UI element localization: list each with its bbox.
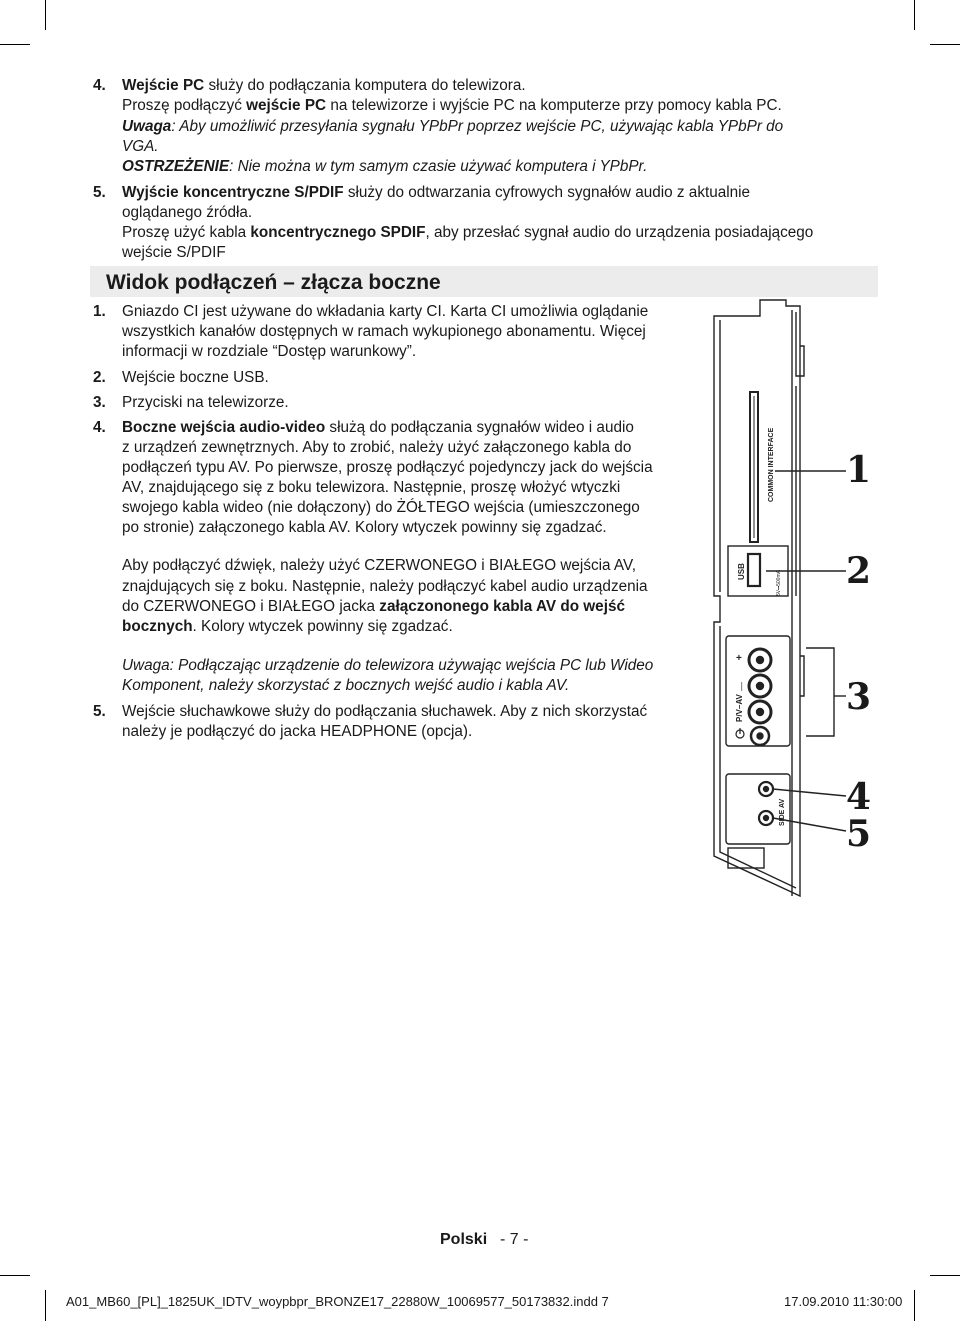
audio-para-line-2: znajdujących się z boku. Następnie, należy podłączyć kabel audio urządzenia bbox=[122, 578, 648, 595]
item-4-line-5: swojego kabla wideo (nie dołączony) do ŻÓŁTEGO wejścia (umieszczonego bbox=[122, 499, 640, 516]
plus-label: + bbox=[736, 653, 742, 664]
pc-line-2 bbox=[122, 96, 782, 116]
audio-para-line-4 bbox=[122, 617, 453, 637]
page-number: - 7 - bbox=[500, 1231, 529, 1248]
spdif-line-3-a: Proszę użyć kabla bbox=[122, 224, 251, 241]
pc-line-1 bbox=[122, 76, 526, 96]
item-1-line-3: informacji w rozdziale “Dostęp warunkowy”. bbox=[122, 343, 417, 360]
av-jack-hole bbox=[757, 683, 764, 690]
crop-mark bbox=[45, 0, 46, 30]
note-line-1: Uwaga: Podłączając urządzenie do telewizora używając wejścia PC lub Wideo bbox=[122, 657, 654, 674]
item-1-line-1: Gniazdo CI jest używane do wkładania karty CI. Karta CI umożliwia oglądanie bbox=[122, 303, 649, 320]
callout-bracket bbox=[806, 648, 834, 736]
pc-line-3 bbox=[122, 117, 783, 137]
callout-number: 2 bbox=[846, 550, 872, 592]
side-connectors-diagram bbox=[700, 296, 940, 926]
warning-term: OSTRZEŻENIE bbox=[122, 158, 230, 175]
item-5-line-1: Wejście słuchawkowe służy do podłączania słuchawek. Aby z nich skorzystać bbox=[122, 703, 648, 720]
minus-label: — bbox=[736, 682, 746, 691]
callout-line-4 bbox=[773, 789, 846, 796]
footer-language: Polski bbox=[440, 1231, 488, 1248]
pc-input-term: wejście PC bbox=[246, 97, 327, 114]
av-label: P/V–AV bbox=[735, 694, 744, 722]
item-number: 2. bbox=[93, 369, 106, 386]
tv-side-edge bbox=[792, 310, 800, 896]
item-1-line-2: wszystkich kanałów dostępnych w ramach wykupionego abonamentu. Więcej bbox=[122, 323, 646, 340]
spdif-line-4: wejście S/PDIF bbox=[122, 244, 226, 261]
callout-number: 4 bbox=[846, 776, 872, 818]
item-4-line-6: po stronie) załączonego kabla AV. Kolory wtyczek powinny się zgadzać. bbox=[122, 519, 607, 536]
callout-number: 1 bbox=[846, 449, 872, 491]
crop-mark bbox=[45, 1290, 46, 1321]
usb-label: USB bbox=[737, 563, 746, 580]
spdif-cable-term: koncentrycznego SPDIF bbox=[250, 224, 426, 241]
av-cable-term: załączononego kabla AV do wejść bbox=[379, 598, 625, 615]
item-3-text: Przyciski na telewizorze. bbox=[122, 394, 289, 411]
crop-mark bbox=[0, 1275, 30, 1276]
item-4-line-1-text: służą do podłączania sygnałów wideo i audio bbox=[325, 419, 634, 436]
tv-side-outline bbox=[714, 300, 800, 896]
item-number: 1. bbox=[93, 303, 106, 320]
print-slug-datetime: 17.09.2010 11:30:00 bbox=[784, 1294, 903, 1309]
pc-input-term: Wejście PC bbox=[122, 77, 205, 94]
note-term: Uwaga bbox=[122, 118, 172, 135]
crop-mark bbox=[0, 44, 30, 45]
item-2-text: Wejście boczne USB. bbox=[122, 369, 269, 386]
note-line-2: Komponent, należy skorzystać z bocznych wejść audio i kabla AV. bbox=[122, 677, 570, 694]
side-av-label: SIDE AV bbox=[779, 798, 786, 826]
av-input-term: Boczne wejścia audio-video bbox=[122, 419, 326, 436]
item-number: 3. bbox=[93, 394, 106, 411]
av-jack-hole bbox=[757, 657, 764, 664]
spdif-line-2: oglądanego źródła. bbox=[122, 204, 253, 221]
crop-mark bbox=[930, 1275, 960, 1276]
pc-line-3-text: : Aby umożliwić przesyłania sygnału YPbPr poprzez wejście PC, używając kabla YPbPr do bbox=[171, 118, 784, 135]
item-number: 4. bbox=[93, 419, 106, 436]
usb-port bbox=[748, 554, 760, 586]
print-slug-file: A01_MB60_[PL]_1825UK_IDTV_woypbpr_BRONZE17_22880W_10069577_50173832.indd 7 bbox=[66, 1294, 609, 1309]
audio-para-line-1: Aby podłączyć dźwięk, należy użyć CZERWONEGO i BIAŁEGO wejścia AV, bbox=[122, 557, 637, 574]
crop-mark bbox=[914, 1290, 915, 1321]
spdif-line-3-b: , aby przesłać sygnał audio do urządzenia posiadającego bbox=[425, 224, 814, 241]
ci-label: COMMON INTERFACE bbox=[768, 427, 775, 502]
pc-line-4: VGA. bbox=[122, 138, 159, 155]
callout-number: 3 bbox=[846, 676, 872, 718]
callout-number: 5 bbox=[846, 813, 872, 855]
item-number: 5. bbox=[93, 703, 106, 720]
item-4-line-2: z urządzeń zewnętrznych. Aby to zrobić, należy użyć załączonego kabla do bbox=[122, 439, 632, 456]
crop-mark bbox=[914, 0, 915, 30]
power-icon bbox=[736, 728, 744, 738]
crop-mark bbox=[930, 44, 960, 45]
audio-para-line-3 bbox=[122, 597, 625, 617]
audio-para-line-3-a: do CZERWONEGO i BIAŁEGO jacka bbox=[122, 598, 380, 615]
pc-line-2-a: Proszę podłączyć bbox=[122, 97, 247, 114]
section-number: 5. bbox=[93, 184, 106, 201]
spdif-line-1-text: służy do odtwarzania cyfrowych sygnałów audio z aktualnie bbox=[343, 184, 751, 201]
audio-para-line-4-text: . Kolory wtyczek powinny się zgadzać. bbox=[192, 618, 453, 635]
item-5-line-2: należy je podłączyć do jacka HEADPHONE (opcja). bbox=[122, 723, 473, 740]
usb-spec-label: 5V⎓500mA bbox=[776, 570, 782, 596]
av-jack-hole bbox=[757, 709, 764, 716]
spdif-line-1 bbox=[122, 183, 750, 203]
pc-line-5 bbox=[122, 157, 647, 177]
spdif-line-3 bbox=[122, 223, 813, 243]
section-heading: Widok podłączeń – złącza boczne bbox=[106, 271, 441, 294]
item-4-line-3: podłączeń typu AV. Po pierwsze, proszę podłączyć pojedynczy jack do wejścia bbox=[122, 459, 653, 476]
section-number: 4. bbox=[93, 77, 106, 94]
pc-line-5-text: : Nie można w tym samym czasie używać komputera i YPbPr. bbox=[229, 158, 648, 175]
av-cable-term: bocznych bbox=[122, 618, 193, 635]
item-4-line-1 bbox=[122, 418, 634, 438]
pc-line-1-text: służy do podłączania komputera do telewizora. bbox=[204, 77, 526, 94]
av-jack-hole bbox=[757, 733, 763, 739]
spdif-term: Wyjście koncentryczne S/PDIF bbox=[122, 184, 344, 201]
item-4-line-4: AV, znajdującego się z boku telewizora. Następnie, proszę włożyć wtyczki bbox=[122, 479, 621, 496]
pc-line-2-b: na telewizorze i wyjście PC na komputerze przy pomocy kabla PC. bbox=[326, 97, 782, 114]
